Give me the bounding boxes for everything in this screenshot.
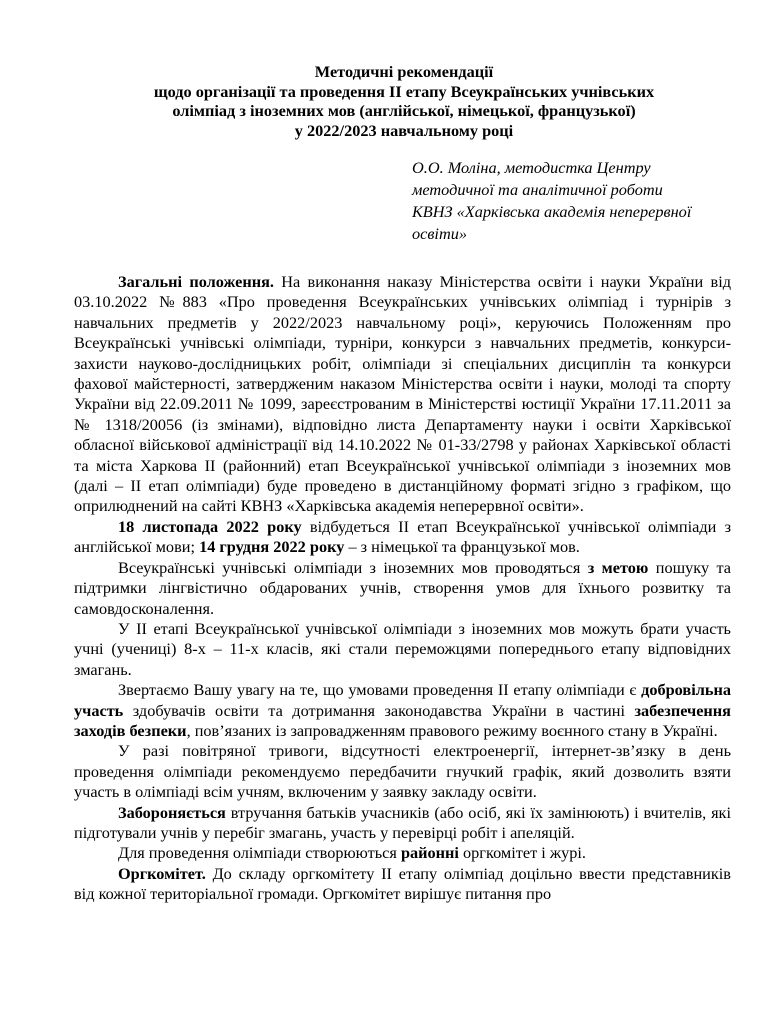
paragraph-text: До складу оргкомітету ІІ етапу олімпіад доцільно ввести представників від кожної територіальної громади. Оргкомітет вирішує питання про: [74, 863, 731, 904]
document-title: [60, 62, 748, 140]
paragraph-text: На виконання наказу Міністерства освіти і науки України від 03.10.2022 №883 «Про проведення Всеукраїнських учнівських олімпіад і турнірів з навчальних предметів у 2022/2023 навчальному році», керуючись Положенням про Всеукраїнські учнівські олімпіади, турніри, конкурси з навчальних предметів, конкурси-захисти науково-дослідницьких робіт, олімпіади зі спеціальних дисциплін та конкурси фахової майстерності, затвердженим наказом Міністерства освіти і науки, молоді та спорту України від 22.09.2011 № 1099, зареєстрованим в Міністерстві юстиції України 17.11.2011 за № 1318/20056 (із змінами), відповідно листа Департаменту науки і освіти Харківської обласної військової адміністрації від 14.10.2022 № 01-33/2798 у районах Харківської області та міста Харкова ІІ (районний) етап Всеукраїнської учнівської олімпіади з іноземних мов (далі – ІІ етап олімпіади) буде проведено в дистанційному форматі згідно з графіком, що оприлюднений на сайті КВНЗ «Харківська академія неперервної освіти».: [74, 272, 732, 516]
paragraph-text: Для проведення олімпіади створюються: [118, 843, 401, 863]
author-line: КВНЗ «Харківська академія неперервної: [412, 202, 692, 221]
emphasis: районні: [400, 843, 459, 863]
author-line: освіти»: [412, 224, 467, 243]
paragraph-conditions: [74, 680, 731, 741]
title-line: Методичні рекомендації: [314, 62, 494, 81]
section-heading: Оргкомітет.: [118, 863, 206, 883]
emphasis: добровільна участь: [74, 680, 731, 720]
title-line: олімпіад з іноземних мов (англійської, німецької, французької): [172, 101, 636, 120]
author-block: [412, 157, 742, 245]
paragraph-prohibitions: [74, 803, 731, 844]
paragraph-text: втручання батьків учасників (або осіб, які їх замінюють) і вчителів, які підготували учнів у перебіг змагань, участь у перевірці робіт і апеляцій.: [74, 802, 731, 842]
paragraph-text: здобувачів освіти та дотримання законодавства України в частині: [123, 700, 635, 720]
section-heading: Загальні положення.: [118, 272, 274, 291]
paragraph-text: відбудеться ІІ етап Всеукраїнської учнівської олімпіади з англійської мови;: [74, 516, 731, 557]
paragraph-air-alert: [74, 741, 731, 802]
document-body: [74, 272, 731, 905]
emphasis: забезпечення заходів безпеки: [74, 700, 731, 740]
paragraph-participants: [74, 619, 731, 680]
paragraph-general-provisions: [74, 272, 731, 517]
paragraph-purpose: [74, 558, 731, 619]
emphasis: Забороняється: [118, 802, 226, 822]
paragraph-text: У ІІ етапі Всеукраїнської учнівської олімпіади з іноземних мов можуть брати участь учні (учениці) 8-х – 11-х класів, які стали переможцями попереднього етапу відповідних змагань.: [74, 618, 731, 679]
date-highlight: 14 грудня 2022 року: [199, 537, 345, 557]
title-line: щодо організації та проведення ІІ етапу Всеукраїнських учнівських: [153, 81, 655, 101]
paragraph-organizing-committee: [74, 864, 731, 905]
paragraph-committees: [74, 843, 731, 863]
author-line: О.О. Моліна, методистка Центру: [412, 158, 651, 177]
date-highlight: 18 листопада 2022 року: [118, 516, 302, 536]
paragraph-dates: [74, 517, 731, 558]
paragraph-text: , пов’язаних із запровадженням правового режиму воєнного стану в Україні.: [186, 720, 718, 740]
paragraph-text: У разі повітряної тривоги, відсутності електроенергії, інтернет-зв’язку в день проведення олімпіади рекомендуємо передбачити гнучкий графік, який дозволить взяти участь в олімпіаді всім учням, включеним у заявку закладу освіти.: [74, 741, 731, 802]
paragraph-text: оргкомітет і журі.: [458, 843, 586, 863]
paragraph-text: Звертаємо Вашу увагу на те, що умовами проведення ІІ етапу олімпіади є: [118, 680, 642, 700]
paragraph-text: пошуку та підтримки лінгвістично обдарованих учнів, створення умов для їхнього розвитку та самовдосконалення.: [74, 557, 732, 618]
author-line: методичної та аналітичної роботи: [412, 180, 663, 199]
emphasis: з метою: [587, 557, 649, 577]
paragraph-text: – з німецької та французької мов.: [344, 537, 580, 557]
title-line: у 2022/2023 навчальному році: [294, 120, 514, 140]
paragraph-text: Всеукраїнські учнівські олімпіади з іноземних мов проводяться: [118, 557, 588, 577]
